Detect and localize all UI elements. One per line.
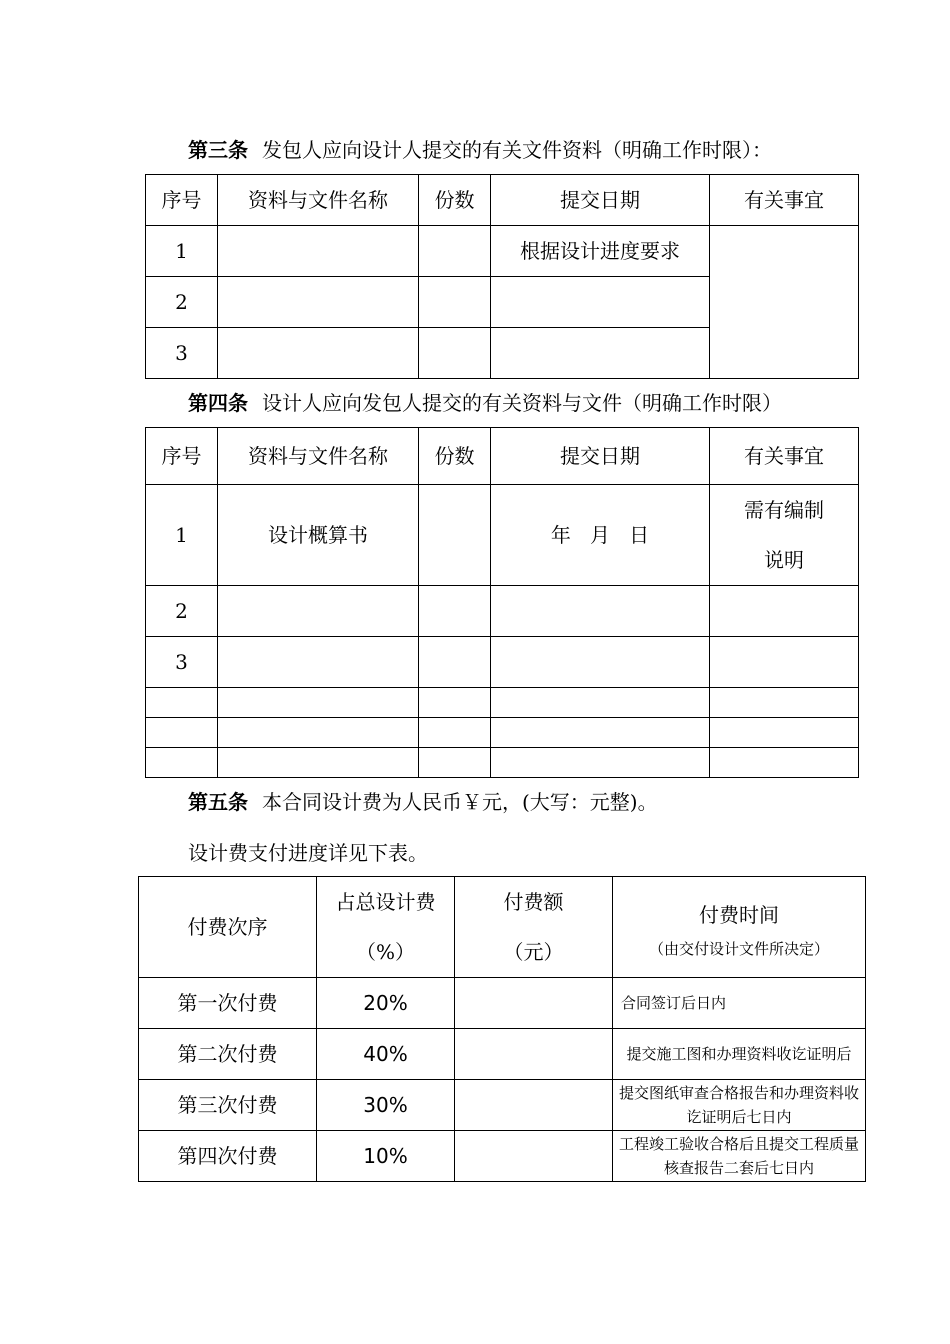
row-number: 3: [146, 328, 218, 379]
header-percentage-line-1: 占总设计费: [335, 890, 436, 914]
header-amount: [455, 877, 613, 978]
payment-order-cell: 第二次付费: [139, 1029, 317, 1080]
article-3-title: 发包人应向设计人提交的有关文件资料（明确工作时限）：: [262, 138, 772, 162]
notes-line-2: 说明: [764, 548, 804, 572]
row-number: 1: [146, 485, 218, 586]
header-cell: 份数: [419, 175, 491, 226]
copies-cell: [419, 485, 491, 586]
header-amount-line-2: （元）: [503, 940, 564, 964]
table-row: [146, 485, 859, 586]
document-name-cell: [218, 226, 419, 277]
percentage-cell: 20%: [317, 978, 455, 1029]
header-payment-order: 付费次序: [139, 877, 317, 978]
submit-date-cell: [491, 277, 710, 328]
article-4-number: 第四条: [188, 391, 248, 415]
copies-cell: [419, 226, 491, 277]
article-4-table: [145, 427, 859, 778]
header-amount-line-1: 付费额: [503, 890, 564, 914]
amount-cell: [455, 1080, 613, 1131]
header-payment-time: [613, 877, 866, 978]
table-header-row: [146, 175, 859, 226]
notes-cell: [710, 637, 859, 688]
empty-row: [146, 748, 859, 778]
payment-order-cell: 第四次付费: [139, 1131, 317, 1182]
table-row: [139, 978, 866, 1029]
amount-cell: [455, 1029, 613, 1080]
row-number: 1: [146, 226, 218, 277]
copies-cell: [419, 277, 491, 328]
header-cell: 序号: [146, 175, 218, 226]
article-5-title: 本合同设计费为人民币￥元，(大写：元整)。: [262, 790, 658, 814]
header-cell: 资料与文件名称: [218, 428, 419, 485]
notes-cell: [710, 485, 859, 586]
article-4-heading: [188, 389, 782, 417]
amount-cell: [455, 1131, 613, 1182]
payment-time-cell: 合同签订后日内: [613, 978, 866, 1029]
amount-cell: [455, 978, 613, 1029]
article-5-number: 第五条: [188, 790, 248, 814]
header-cell: 份数: [419, 428, 491, 485]
copies-cell: [419, 328, 491, 379]
percentage-cell: 10%: [317, 1131, 455, 1182]
table-row: [139, 1131, 866, 1182]
header-cell: 提交日期: [491, 175, 710, 226]
article-3-table: [145, 174, 859, 379]
header-payment-time-line-1: 付费时间: [699, 903, 779, 927]
payment-schedule-note: 设计费支付进度详见下表。: [188, 841, 428, 865]
payment-order-cell: 第三次付费: [139, 1080, 317, 1131]
percentage-cell: 30%: [317, 1080, 455, 1131]
header-percentage: [317, 877, 455, 978]
header-cell: 有关事宜: [710, 428, 859, 485]
copies-cell: [419, 637, 491, 688]
row-number: 3: [146, 637, 218, 688]
document-name-cell: [218, 586, 419, 637]
payment-schedule-table: [138, 876, 866, 1182]
submit-date-cell: 年 月 日: [491, 485, 710, 586]
notes-line-1: 需有编制: [744, 498, 824, 522]
table-header-row: [146, 428, 859, 485]
notes-cell: [710, 226, 859, 379]
document-name-cell: [218, 277, 419, 328]
header-percentage-line-2: （%）: [355, 940, 415, 964]
table-row: [146, 637, 859, 688]
percentage-cell: 40%: [317, 1029, 455, 1080]
submit-date-cell: [491, 328, 710, 379]
submit-date-cell: 根据设计进度要求: [491, 226, 710, 277]
header-cell: 有关事宜: [710, 175, 859, 226]
table-header-row: [139, 877, 866, 978]
table-row: [146, 586, 859, 637]
table-row: [146, 226, 859, 277]
empty-row: [146, 718, 859, 748]
table-row: [139, 1029, 866, 1080]
empty-row: [146, 688, 859, 718]
payment-time-cell: 提交施工图和办理资料收讫证明后: [613, 1029, 866, 1080]
article-3-number: 第三条: [188, 138, 248, 162]
submit-date-cell: [491, 586, 710, 637]
header-cell: 资料与文件名称: [218, 175, 419, 226]
article-5-heading: [188, 788, 658, 816]
header-cell: 提交日期: [491, 428, 710, 485]
header-payment-time-line-2: （由交付设计文件所决定）: [648, 940, 829, 958]
payment-time-cell: 提交图纸审查合格报告和办理资料收讫证明后七日内: [613, 1080, 866, 1131]
payment-order-cell: 第一次付费: [139, 978, 317, 1029]
document-name-cell: 设计概算书: [218, 485, 419, 586]
submit-date-cell: [491, 637, 710, 688]
article-4-title: 设计人应向发包人提交的有关资料与文件（明确工作时限）: [262, 391, 782, 415]
payment-time-cell: 工程竣工验收合格后且提交工程质量核查报告二套后七日内: [613, 1131, 866, 1182]
article-3-heading: [188, 136, 772, 164]
copies-cell: [419, 586, 491, 637]
document-name-cell: [218, 637, 419, 688]
notes-cell: [710, 586, 859, 637]
document-name-cell: [218, 328, 419, 379]
header-cell: 序号: [146, 428, 218, 485]
row-number: 2: [146, 277, 218, 328]
row-number: 2: [146, 586, 218, 637]
table-row: [139, 1080, 866, 1131]
